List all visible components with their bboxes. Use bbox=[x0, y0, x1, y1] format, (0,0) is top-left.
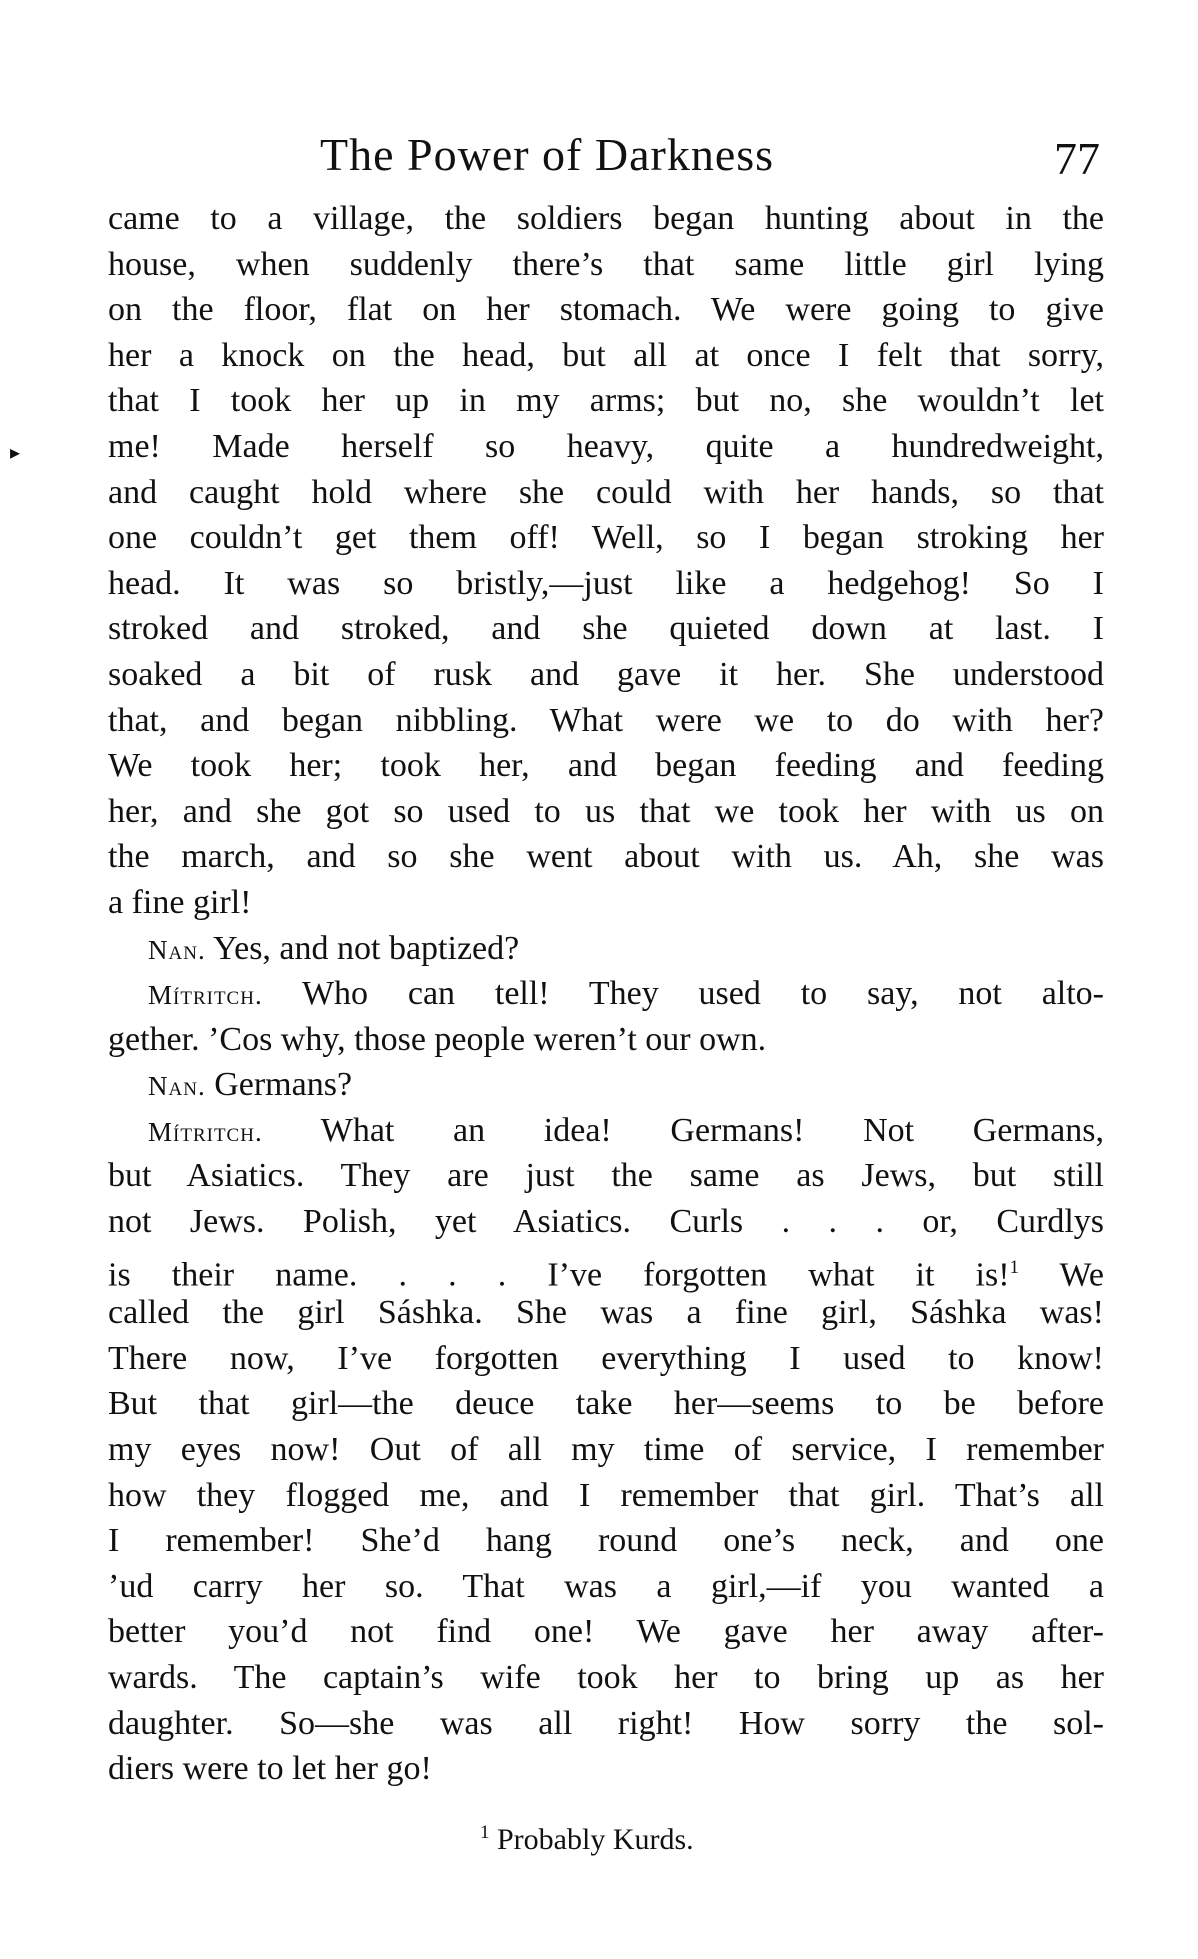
text-line: and caught hold where she could with her hands, so that bbox=[108, 473, 1104, 511]
text-line: her, and she got so used to us that we took her with us on bbox=[108, 792, 1104, 830]
text-line: stroked and stroked, and she quieted down at last. I bbox=[108, 610, 1104, 648]
footnote-reference[interactable]: 1 bbox=[1009, 1256, 1020, 1278]
dialogue-line bbox=[108, 971, 1104, 1017]
text-line: a fine girl! bbox=[108, 883, 252, 921]
footnote-text: Probably Kurds. bbox=[497, 1823, 694, 1856]
body-text bbox=[108, 196, 1104, 1792]
text-line: daughter. So—she was all right! How sorry the sol- bbox=[108, 1704, 1104, 1742]
text-fragment: is their name. . . . I’ve forgotten what it is! bbox=[108, 1255, 1010, 1293]
text-line: There now, I’ve forgotten everything I used to know! bbox=[108, 1339, 1104, 1377]
text-line: wards. The captain’s wife took her to bring up as her bbox=[108, 1659, 1104, 1696]
speech-text: Germans? bbox=[214, 1066, 353, 1104]
text-line: on the floor, flat on her stomach. We were going to give bbox=[108, 291, 1104, 329]
speech-text: Who can tell! They used to say, not alto- bbox=[301, 975, 1105, 1013]
footnote-marker: 1 bbox=[480, 1822, 490, 1843]
text-line: that I took her up in my arms; but no, she wouldn’t let bbox=[108, 382, 1104, 420]
text-line: We took her; took her, and began feeding and feeding bbox=[108, 747, 1104, 785]
text-line: soaked a bit of rusk and gave it her. She understood bbox=[108, 655, 1104, 693]
text-line: came to a village, the soldiers began hunting about in the bbox=[108, 200, 1104, 237]
footnote bbox=[480, 1822, 694, 1857]
text-line: but Asiatics. They are just the same as Jews, but still bbox=[108, 1157, 1104, 1195]
speaker-name: Mítritch. bbox=[148, 1116, 263, 1147]
text-line: house, when suddenly there’s that same little girl lying bbox=[108, 245, 1104, 283]
speaker-name: Nan. bbox=[148, 1071, 206, 1102]
text-line: head. It was so bristly,—just like a hedgehog! So I bbox=[108, 564, 1104, 602]
text-line: me! Made herself so heavy, quite a hundredweight, bbox=[108, 427, 1104, 465]
text-line: diers were to let her go! bbox=[108, 1750, 432, 1788]
speaker-name: Nan. bbox=[148, 934, 206, 965]
text-line: how they flogged me, and I remember that girl. That’s all bbox=[108, 1476, 1104, 1514]
text-line: the march, and so she went about with us. Ah, she was bbox=[108, 838, 1104, 876]
text-line: called the girl Sáshka. She was a fine girl, Sáshka was! bbox=[108, 1294, 1104, 1332]
text-line: my eyes now! Out of all my time of service, I remember bbox=[108, 1431, 1104, 1469]
text-line: not Jews. Polish, yet Asiatics. Curls . . . or, Curdlys bbox=[108, 1203, 1104, 1241]
speaker-name: Mítritch. bbox=[148, 980, 263, 1011]
text-line: that, and began nibbling. What were we to do with her? bbox=[108, 701, 1104, 739]
speech-text: Yes, and not baptized? bbox=[212, 929, 520, 967]
text-line: But that girl—the deuce take her—seems to be before bbox=[108, 1385, 1104, 1423]
dialogue-line bbox=[108, 1062, 1104, 1108]
text-fragment: We bbox=[1059, 1255, 1105, 1293]
page-number: 77 bbox=[1054, 133, 1100, 184]
dialogue-line bbox=[108, 1108, 1104, 1154]
page-header bbox=[110, 128, 1100, 188]
speech-text: What an idea! Germans! Not Germans, bbox=[320, 1111, 1104, 1149]
running-title: The Power of Darkness bbox=[320, 129, 775, 180]
margin-arrow-icon: ▸ bbox=[10, 442, 21, 464]
text-line-footnote-ref bbox=[108, 1245, 1104, 1291]
text-line: better you’d not find one! We gave her away after- bbox=[108, 1613, 1104, 1651]
dialogue-line bbox=[108, 926, 1104, 972]
text-line: I remember! She’d hang round one’s neck, and one bbox=[108, 1522, 1104, 1560]
text-line: ’ud carry her so. That was a girl,—if you wanted a bbox=[108, 1567, 1104, 1605]
text-line: gether. ’Cos why, those people weren’t our own. bbox=[108, 1020, 767, 1058]
text-line: her a knock on the head, but all at once I felt that sorry, bbox=[108, 336, 1104, 374]
text-line: one couldn’t get them off! Well, so I began stroking her bbox=[108, 519, 1104, 557]
